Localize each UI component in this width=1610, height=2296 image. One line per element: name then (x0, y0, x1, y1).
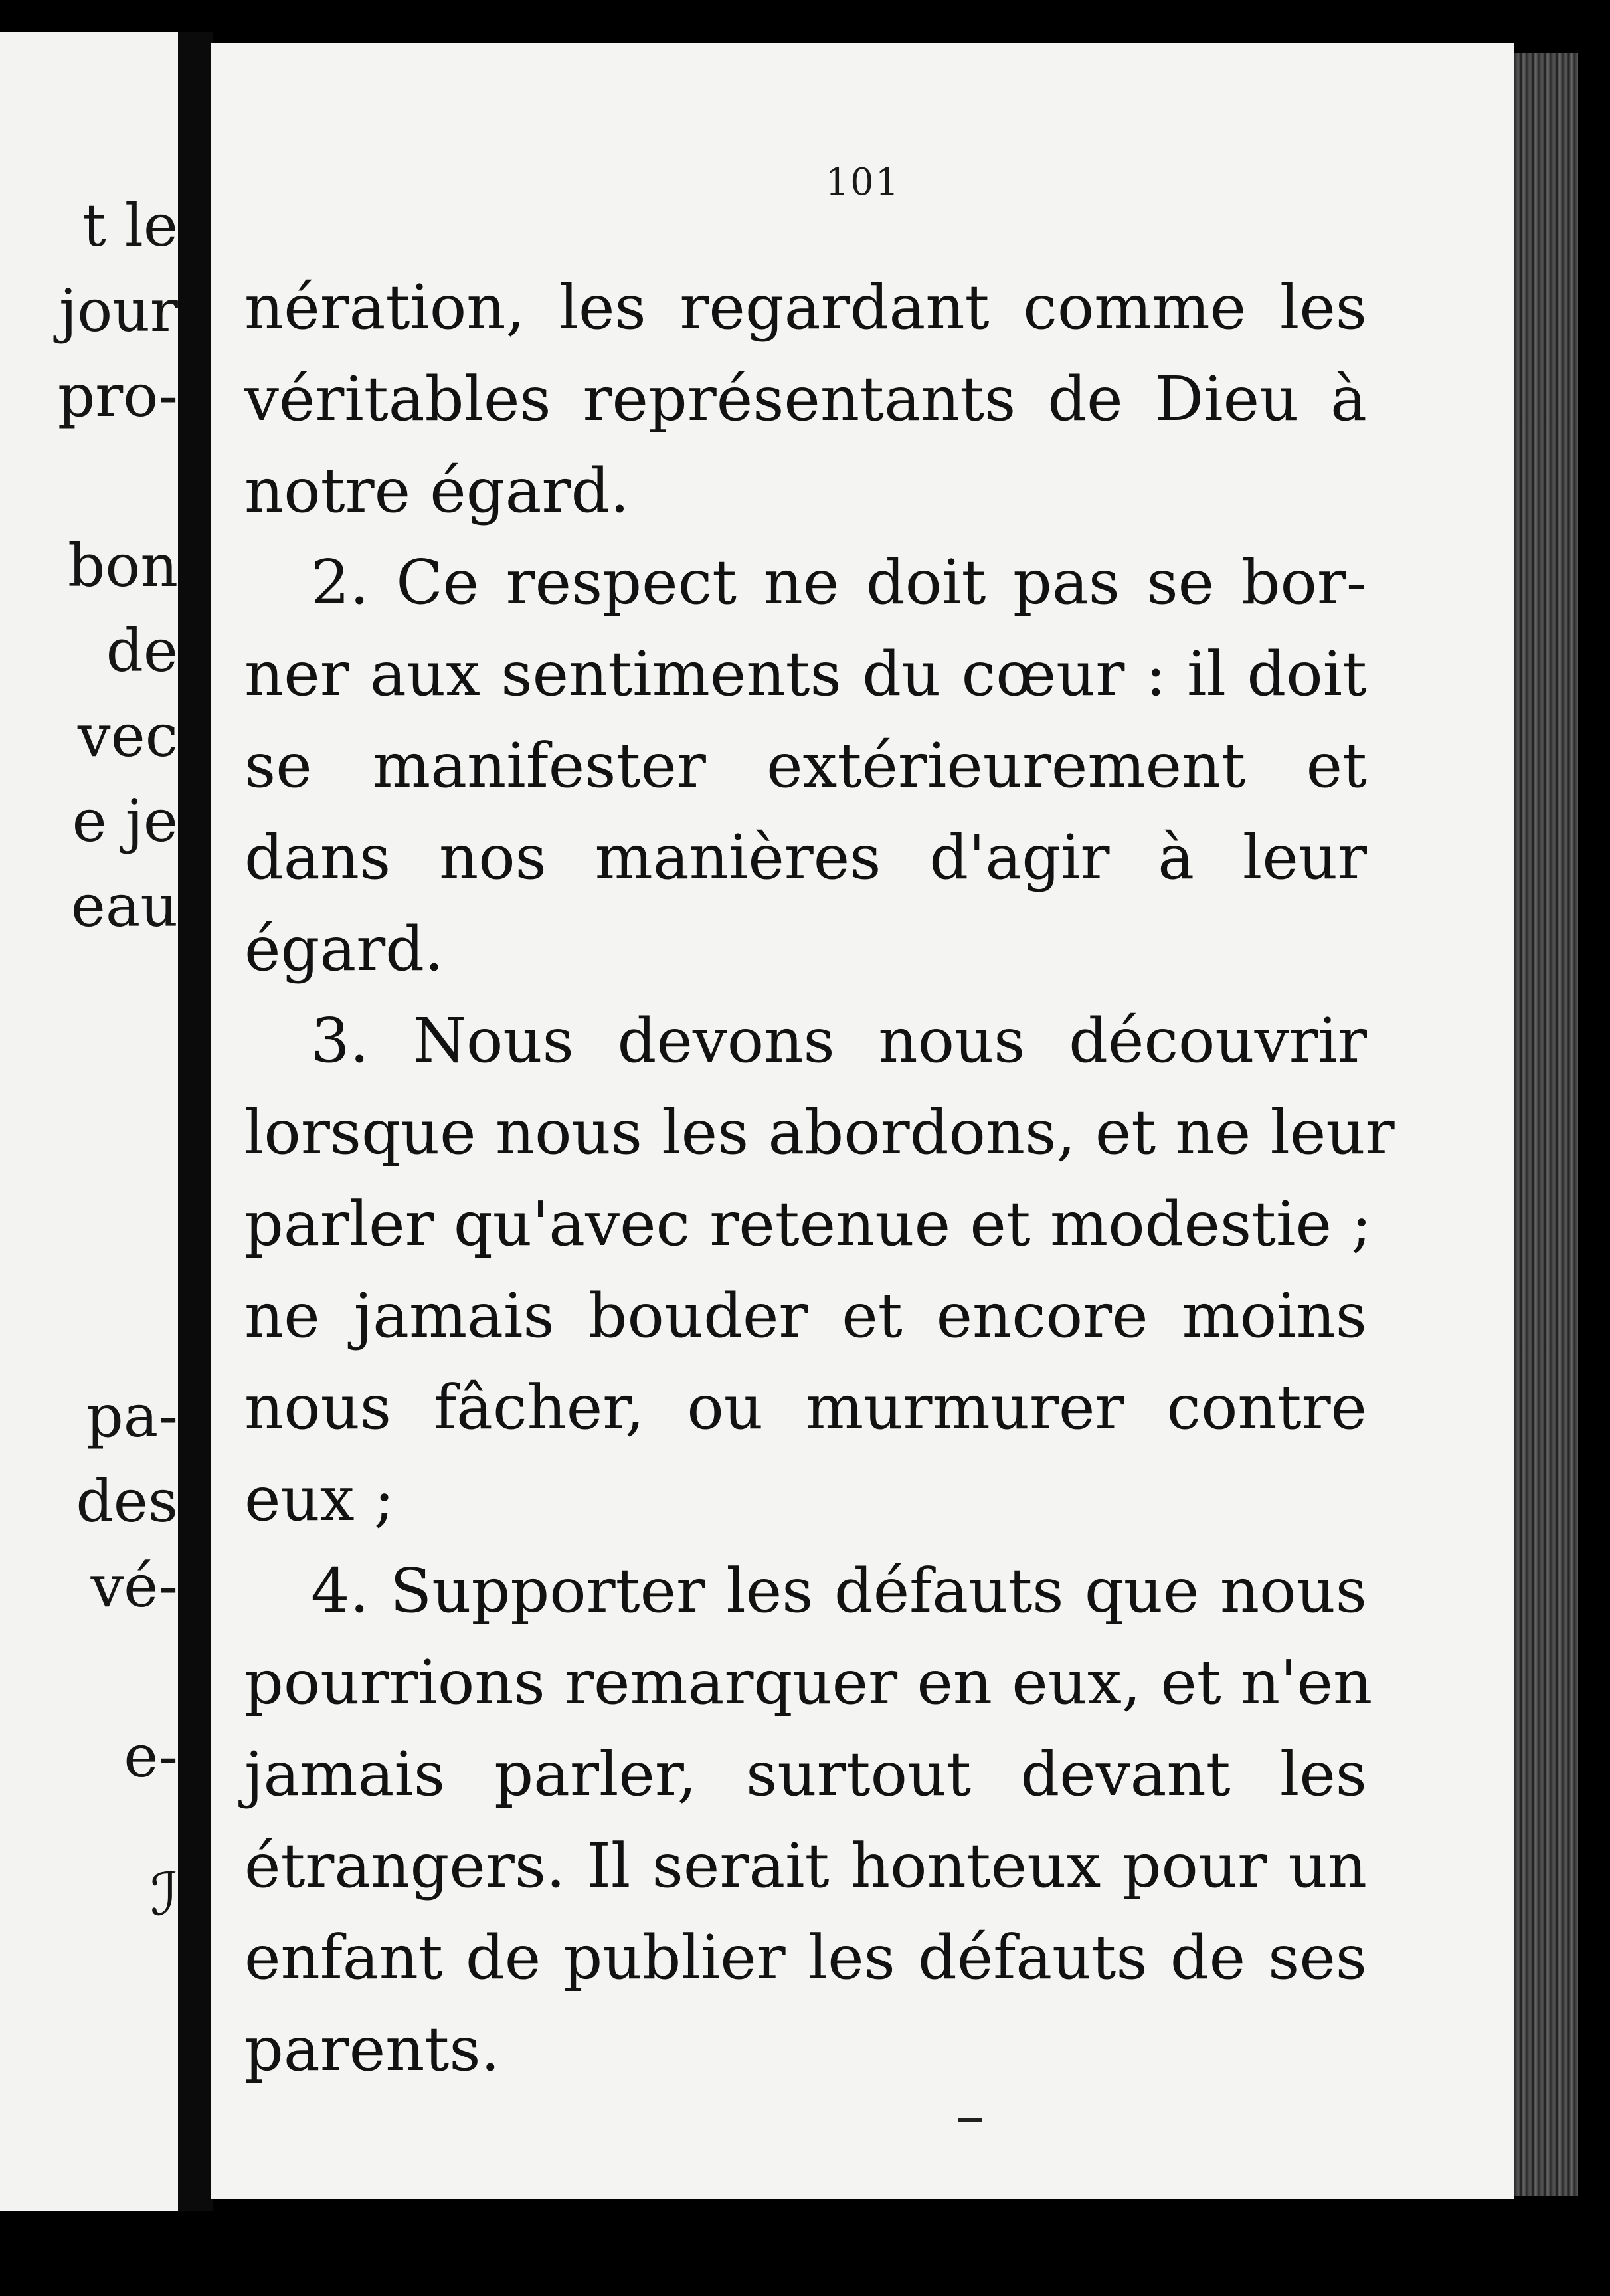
left-page-fragment: eau (70, 872, 178, 940)
page-fore-edge (1514, 53, 1578, 2196)
text-line: véritables représentants de Dieu à (244, 363, 1367, 434)
text-line: dans nos manières d'agir à leur (244, 822, 1367, 893)
page-body-text (244, 262, 1395, 2095)
text-line: parents. (244, 2014, 500, 2085)
left-page-fragment: e je (72, 787, 178, 855)
left-page-fragment: pa- (86, 1382, 178, 1450)
right-page (211, 43, 1514, 2199)
text-line: notre égard. (244, 455, 630, 526)
text-line: étrangers. Il serait honteux pour un (244, 1830, 1367, 1901)
left-page-fragment: pro- (57, 361, 178, 430)
page-number: 101 (825, 161, 901, 204)
text-line: jamais parler, surtout devant les (244, 1739, 1367, 1810)
text-line: 3. Nous devons nous découvrir (311, 1005, 1367, 1076)
left-page-fragment: e- (124, 1722, 178, 1790)
text-line: parler qu'avec retenue et modestie ; (244, 1189, 1372, 1260)
text-line: ne jamais bouder et encore moins (244, 1280, 1367, 1351)
left-page-fragment: de (106, 617, 178, 685)
text-line: enfant de publier les défauts de ses (244, 1922, 1367, 1993)
text-line: pourrions remarquer en eux, et n'en (244, 1647, 1373, 1718)
text-line: nous fâcher, ou murmurer contre (244, 1372, 1367, 1443)
text-line: eux ; (244, 1464, 395, 1535)
text-line: nération, les regardant comme les (244, 272, 1367, 343)
left-facing-page (0, 32, 178, 2211)
text-line: se manifester extérieurement et (244, 730, 1367, 801)
printer-mark (958, 2118, 982, 2122)
text-line: 4. Supporter les défauts que nous (311, 1555, 1367, 1626)
left-page-fragment: vé- (90, 1552, 178, 1620)
left-page-fragment: vec (77, 702, 178, 770)
book-gutter (178, 32, 213, 2211)
left-page-fragment: ℐ (150, 1860, 178, 1929)
left-page-fragment: bon (68, 531, 178, 600)
text-line: égard. (244, 913, 444, 985)
text-line: ner aux sentiments du cœur : il doit (244, 638, 1367, 710)
text-line: 2. Ce respect ne doit pas se bor- (311, 547, 1367, 618)
left-page-fragment: des (76, 1467, 178, 1535)
left-page-fragment: t le (82, 191, 178, 260)
left-page-fragment: jour (58, 276, 178, 345)
text-line: lorsque nous les abordons, et ne leur (244, 1097, 1395, 1168)
